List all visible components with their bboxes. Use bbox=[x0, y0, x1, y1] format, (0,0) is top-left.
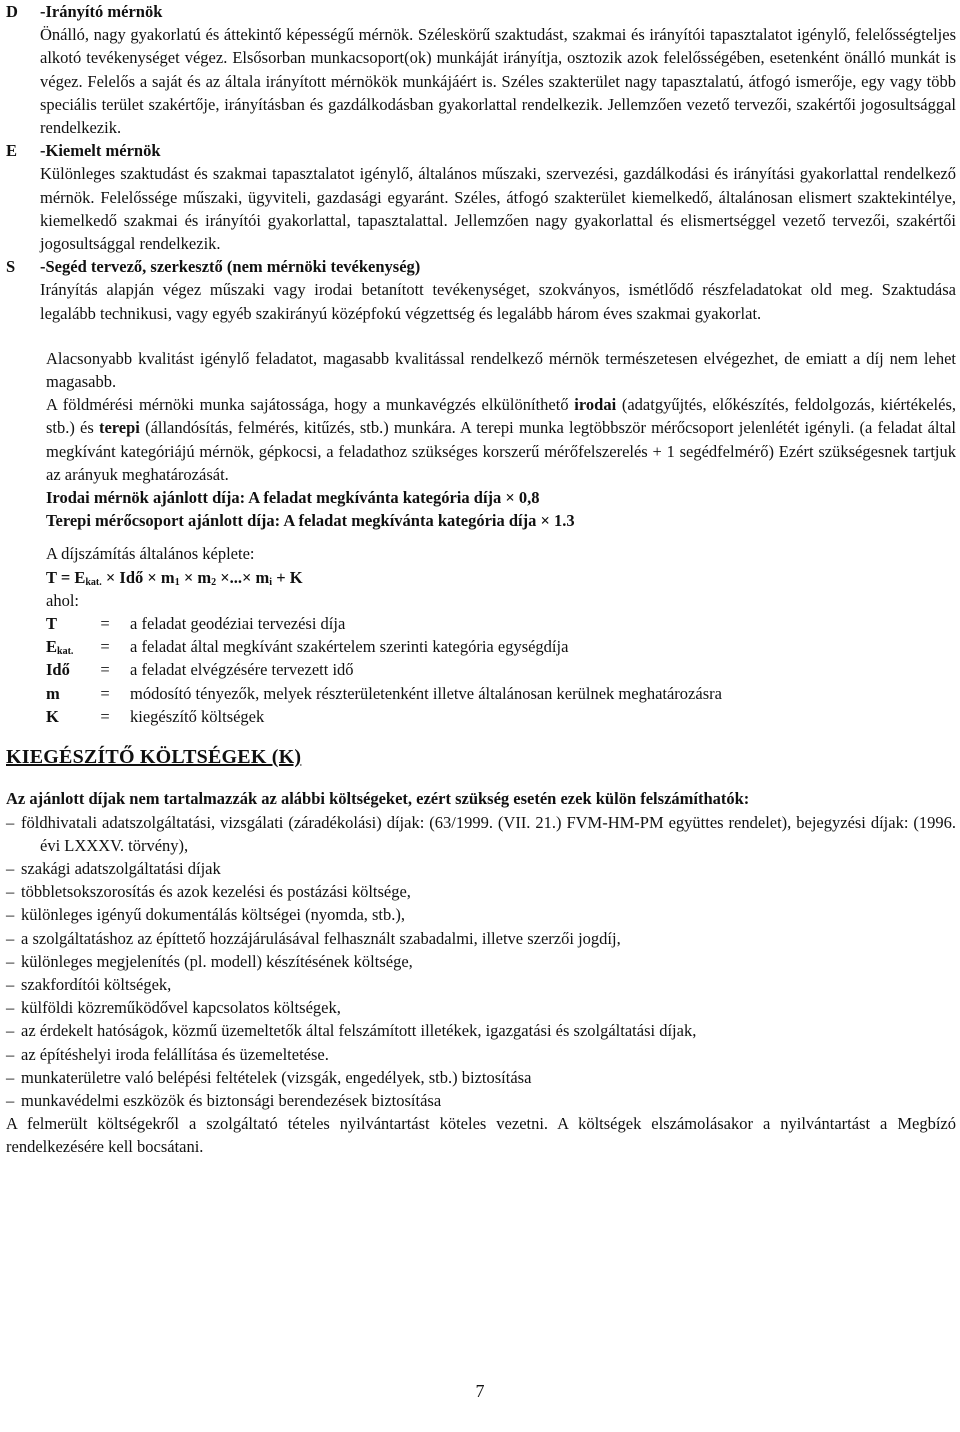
category-letter: E bbox=[6, 141, 18, 161]
text-span: A földmérési mérnöki munka sajátossága, hogy a munkavégzés elkülöníthető bbox=[46, 395, 575, 415]
list-item bbox=[6, 927, 956, 950]
page-number: 7 bbox=[475, 1381, 485, 1401]
category-letter: D bbox=[6, 2, 18, 21]
document-page bbox=[6, 0, 956, 1159]
list-item-text: az építéshelyi iroda felállítása és üzemeltetése. bbox=[21, 1044, 329, 1064]
list-item-text: munkavédelmi eszközök és biztonsági berendezések biztosítása bbox=[21, 1090, 442, 1110]
dash-bullet: – bbox=[6, 1067, 15, 1087]
dash-bullet: – bbox=[6, 998, 15, 1018]
formula-part: ×...× m bbox=[216, 567, 270, 587]
category-description: Önálló, nagy gyakorlatú és áttekintő képességű mérnök. Széleskörű szaktudást, szakmai és irányítói tapasztalatot igénylő, felelősségteljes alkotó tevékenységet végez. Elsősorban munkacsoport(ok) munkáját irányítja, osztozik azok felelősségében, esetenként önálló munkát is végez. Felelős a saját és az általa irányított mérnökök munkájáért is. Széles szakterület nagy tapasztalatú, átfogó ismerője, egy vagy több speciális terület szakértője, irányításban és gazdálkodásban gyakorlattal rendelkezik. Jellemzően vezető tervezői, szakértői jogosultsággal rendelkezik. bbox=[40, 25, 956, 138]
symbol-text: m bbox=[46, 683, 60, 703]
definition-text: a feladat geodéziai tervezési díja bbox=[130, 614, 346, 634]
field-office-paragraph bbox=[46, 393, 956, 486]
definition-symbol bbox=[46, 658, 80, 681]
field-keyword: terepi bbox=[98, 418, 140, 438]
equals-sign: = bbox=[100, 614, 110, 634]
list-item bbox=[6, 811, 956, 857]
list-item-text: a szolgáltatáshoz az építtető hozzájárulásával felhasznált szabadalmi, illetve szerzői jogdíj, bbox=[21, 928, 621, 948]
category-title: -Segéd tervező, szerkesztő (nem mérnöki tevékenység) bbox=[40, 257, 421, 277]
dash-bullet: – bbox=[6, 974, 15, 994]
dash-bullet: – bbox=[6, 812, 15, 832]
list-item bbox=[6, 1043, 956, 1066]
formula-subscript: i bbox=[269, 576, 273, 588]
category-title: -Kiemelt mérnök bbox=[40, 141, 161, 161]
category-d bbox=[6, 0, 956, 139]
office-keyword: irodai bbox=[574, 395, 617, 415]
definition-symbol bbox=[46, 705, 80, 728]
fee-formula bbox=[46, 566, 956, 589]
definition-row bbox=[46, 658, 956, 681]
text-span: (állandósítás, felmérés, kitűzés, stb.) munkára. A terepi munka legtöbbször mérőcsoport jelenlétét igényli. (a feladat által megkívánt kategóriájú mérnök, gépkocsi, a feladathoz szükséges korszerű mérőfelszerelés + 1 segédfelmérő) Ezért szükségesnek tartjuk az arányuk meghatározását. bbox=[46, 418, 956, 484]
costs-intro: Az ajánlott díjak nem tartalmazzák az alábbi költségeket, ezért szükség esetén ezek külön felszámíthatók: bbox=[6, 789, 750, 809]
formula-subscript: kat. bbox=[85, 576, 102, 588]
equals-sign: = bbox=[100, 706, 110, 726]
category-description: Irányítás alapján végez műszaki vagy irodai betanított tevékenységet, szokványos, ismétlődő részfeladatokat old meg. Szaktudása legalább technikusi, vagy egyéb szakirányú középfokú végzettség és legalább három éves szakmai gyakorlat. bbox=[40, 280, 956, 323]
definition-row bbox=[46, 682, 956, 705]
formula-where: ahol: bbox=[46, 590, 79, 610]
list-item-text: szakfordítói költségek, bbox=[21, 974, 172, 994]
dash-bullet: – bbox=[6, 1044, 15, 1064]
definition-text: a feladat elvégzésére tervezett idő bbox=[130, 660, 354, 680]
list-item bbox=[6, 1066, 956, 1089]
quality-paragraph: Alacsonyabb kvalitást igénylő feladatot, magasabb kvalitással rendelkező mérnök természetesen elvégezhet, de emiatt a díj nem lehet magasabb. bbox=[46, 348, 956, 392]
list-item bbox=[6, 903, 956, 926]
list-item-text: szakági adatszolgáltatási díjak bbox=[21, 858, 221, 878]
definition-row bbox=[46, 612, 956, 635]
list-item-text: külföldi közreműködővel kapcsolatos költségek, bbox=[21, 998, 341, 1018]
dash-bullet: – bbox=[6, 1021, 15, 1041]
formula-part: + K bbox=[272, 567, 303, 587]
definition-text: módosító tényezők, melyek részterületenként illetve általánosan kerülnek meghatározásra bbox=[130, 683, 722, 703]
dash-bullet: – bbox=[6, 905, 15, 925]
list-item-text: különleges igényű dokumentálás költségei (nyomda, stb.), bbox=[21, 905, 406, 925]
list-item bbox=[6, 1019, 956, 1042]
symbol-text: K bbox=[46, 706, 59, 726]
symbol-text: Idő bbox=[46, 660, 70, 680]
list-item bbox=[6, 1089, 956, 1112]
text-span: (adatgyűjtés, előkészítés, feldolgozás, kiértékelés, stb.) és bbox=[46, 395, 956, 438]
category-letter: S bbox=[6, 257, 16, 277]
definition-symbol bbox=[46, 635, 80, 658]
list-item-text: földhivatali adatszolgáltatási, vizsgálati (záradékolási) díjak: (63/1999. (VII. 21.) FVM-HM-PM együttes rendelet), bejegyzési díjak: (1996. évi LXXXV. törvény), bbox=[21, 812, 956, 855]
category-e bbox=[6, 139, 956, 255]
field-fee-rule: Terepi mérőcsoport ajánlott díja: A feladat megkívánta kategória díja × 1.3 bbox=[46, 511, 575, 531]
definition-text: a feladat által megkívánt szakértelem szerinti kategória egységdíja bbox=[130, 637, 569, 657]
list-item-text: az érdekelt hatóságok, közmű üzemeltetők által felszámított illetékek, igazgatási és szolgáltatási díjak, bbox=[21, 1021, 697, 1041]
definition-symbol bbox=[46, 682, 80, 705]
definitions-list bbox=[46, 612, 956, 728]
list-item bbox=[6, 996, 956, 1019]
formula-part: × m bbox=[179, 567, 212, 587]
dash-bullet: – bbox=[6, 951, 15, 971]
list-item-text: különleges megjelenítés (pl. modell) készítésének költsége, bbox=[21, 951, 413, 971]
list-item bbox=[6, 880, 956, 903]
formula-part: × Idő × m bbox=[101, 567, 175, 587]
definition-row bbox=[46, 635, 956, 658]
category-s bbox=[6, 255, 956, 325]
formula-subscript: 2 bbox=[211, 576, 217, 588]
symbol-subscript: kat. bbox=[57, 646, 74, 658]
dash-bullet: – bbox=[6, 928, 15, 948]
definition-row bbox=[46, 705, 956, 728]
equals-sign: = bbox=[100, 660, 110, 680]
list-item-text: munkaterületre való belépési feltételek (vizsgák, engedélyek, stb.) biztosítása bbox=[21, 1067, 532, 1087]
office-fee-rule: Irodai mérnök ajánlott díja: A feladat megkívánta kategória díja × 0,8 bbox=[46, 488, 540, 508]
closing-paragraph: A felmerült költségekről a szolgáltató tételes nyilvántartást köteles vezetni. A költségek elszámolásakor a nyilvántartást a Megbízó rendelkezésére kell bocsátani. bbox=[6, 1114, 956, 1157]
definition-text: kiegészítő költségek bbox=[130, 706, 265, 726]
list-item bbox=[6, 950, 956, 973]
category-description: Különleges szaktudást és szakmai tapasztalatot igénylő, általános műszaki, szervezési, gazdálkodási és irányítási gyakorlattal rendelkező mérnök. Felelőssége műszaki, ügyviteli, gazdasági egyaránt. Széles, átfogó szakterület kiemelkedő, általánosan elismert szaktekintélye, kiemelkedő szakmai és irányítói gyakorlattal, tapasztalattal. Jellemzően nagy gyakorlattal és elismertséggel vezető tervezői, szakértői jogosultsággal rendelkezik. bbox=[40, 164, 956, 254]
costs-list bbox=[6, 811, 956, 1113]
dash-bullet: – bbox=[6, 858, 15, 878]
dash-bullet: – bbox=[6, 882, 15, 902]
symbol-text: T bbox=[46, 614, 58, 634]
category-body bbox=[40, 0, 956, 139]
dash-bullet: – bbox=[6, 1090, 15, 1110]
equals-sign: = bbox=[100, 683, 110, 703]
equals-sign: = bbox=[100, 637, 110, 657]
section-heading: KIEGÉSZÍTŐ KÖLTSÉGEK (K) bbox=[6, 746, 302, 769]
symbol-text: E bbox=[46, 637, 58, 657]
definition-symbol bbox=[46, 612, 80, 635]
formula-part: T = E bbox=[46, 567, 86, 587]
category-body bbox=[40, 255, 956, 325]
list-item bbox=[6, 857, 956, 880]
list-item bbox=[6, 973, 956, 996]
formula-subscript: 1 bbox=[174, 576, 180, 588]
category-body bbox=[40, 139, 956, 255]
formula-title: A díjszámítás általános képlete: bbox=[46, 544, 255, 564]
list-item-text: többletsokszorosítás és azok kezelési és postázási költsége, bbox=[21, 882, 411, 902]
category-title: -Irányító mérnök bbox=[40, 2, 163, 21]
